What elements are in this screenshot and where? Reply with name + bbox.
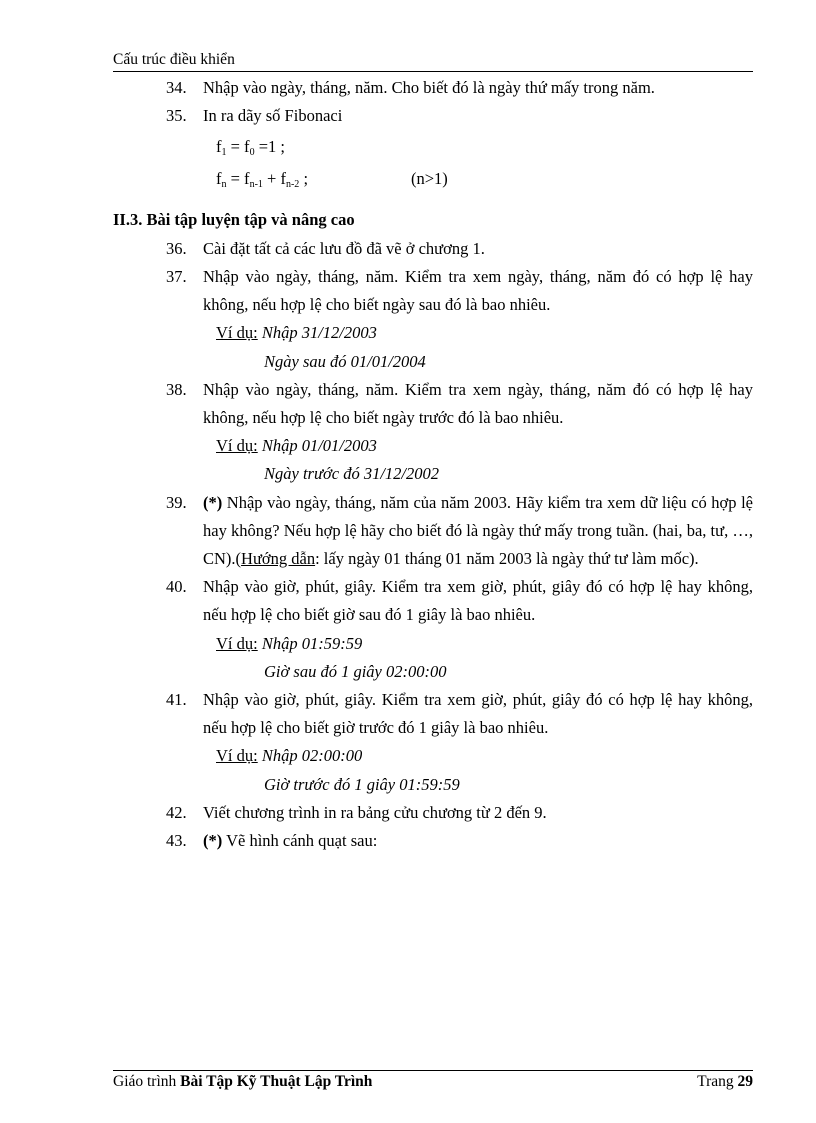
exercise-text: Nhập vào ngày, tháng, năm. Kiểm tra xem ngày, tháng, năm đó có hợp lệ hay không, nếu hợp lệ cho biết ngày trước đó là bao nhiêu. [203,379,753,428]
exercise-number: 37. [166,267,187,287]
exercise-number: 39. [166,492,187,512]
example-input: Ví dụ: Nhập 01/01/2003 [216,436,377,456]
advanced-marker: (*) [203,492,223,512]
section-heading: II.3. Bài tập luyện tập và nâng cao [113,209,355,229]
exercise-number: 36. [166,238,187,258]
exercise-40 [113,573,753,629]
exercise-text: Nhập vào giờ, phút, giây. Kiểm tra xem giờ, phút, giây đó có hợp lệ hay không, nếu hợp lệ cho biết giờ trước đó 1 giây là bao nhiêu. [203,690,753,738]
exercise-39: 39. (*) Nhập vào ngày, tháng, năm của năm 2003. Hãy kiểm tra xem dữ liệu có hợp lệ hay không? Nếu hợp lệ hãy cho biết đó là ngày thứ mấy trong tuần. (hai, ba, tư, …, CN).(Hướng dẫn: lấy ngày 01 tháng 01 năm 2003 là ngày thứ tư làm mốc). [113,489,753,574]
footer-rule [113,1070,753,1071]
exercise-text: Viết chương trình in ra bảng cửu chương từ 2 đến 9. [203,802,547,822]
exercise-number: 38. [166,379,187,399]
guide-label: Hướng dẫn [241,549,316,569]
exercise-text: Nhập vào ngày, tháng, năm. Cho biết đó là ngày thứ mấy trong năm. [203,78,655,97]
exercise-text: Cài đặt tất cả các lưu đồ đã vẽ ở chương 1. [203,238,485,258]
page-header: Cấu trúc điều khiển [113,51,235,68]
fibonacci-base-formula: $f_1 = f_0 =1$ ; [216,137,285,159]
advanced-marker: (*) [203,831,223,851]
exercise-38 [113,376,753,432]
example-output: Ngày trước đó 31/12/2002 [264,464,440,484]
example-output: Giờ sau đó 1 giây 02:00:00 [264,661,447,681]
footer-page-number: Trang 29 [697,1073,753,1090]
exercise-number: 35. [166,106,187,126]
exercise-text: Nhập vào giờ, phút, giây. Kiểm tra xem giờ, phút, giây đó có hợp lệ hay không, nếu hợp lệ cho biết giờ sau đó 1 giây là bao nhiêu. [203,577,753,625]
exercise-41 [113,686,753,742]
example-input: Ví dụ: Nhập 31/12/2003 [216,323,377,343]
exercise-37 [113,263,753,319]
example-output: Giờ trước đó 1 giây 01:59:59 [264,774,460,794]
example-input: Ví dụ: Nhập 02:00:00 [216,746,363,766]
fibonacci-recurrence-formula: $f_n = f_{n-1} + f_{n-2}$ ; (n>1) [113,165,753,193]
page-content [113,74,753,855]
fibonacci-condition: (n>1) [411,168,448,188]
exercise-text: Nhập vào ngày, tháng, năm. Kiểm tra xem ngày, tháng, năm đó có hợp lệ hay không, nếu hợp lệ cho biết ngày sau đó là bao nhiêu. [203,267,753,315]
exercise-43: 43. (*) Vẽ hình cánh quạt sau: [113,827,753,855]
example-output: Ngày sau đó 01/01/2004 [264,351,426,371]
exercise-42 [113,799,753,827]
exercise-number: 43. [166,831,187,851]
footer-book-title: Giáo trình Bài Tập Kỹ Thuật Lập Trình [113,1073,373,1090]
header-rule [113,71,753,72]
exercise-34 [113,74,753,102]
exercise-number: 40. [166,577,187,597]
exercise-35 [113,102,753,130]
exercise-text: In ra dãy số Fibonaci [203,106,343,126]
exercise-number: 42. [166,802,187,822]
exercise-number: 34. [166,78,187,97]
example-input: Ví dụ: Nhập 01:59:59 [216,633,363,653]
exercise-36 [113,235,753,263]
exercise-number: 41. [166,690,187,710]
